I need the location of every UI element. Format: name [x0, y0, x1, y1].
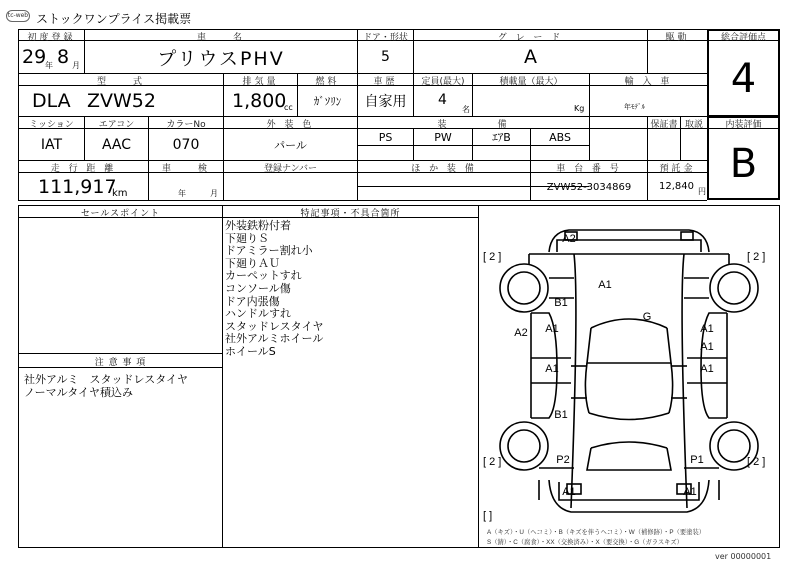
tire-brackets — [483, 251, 765, 522]
note-item: カーペットすれ — [225, 269, 302, 283]
note-item: 社外アルミホイール — [225, 332, 324, 346]
tire-bracket: [ ] — [483, 510, 493, 522]
label-inspection: 車 検 — [161, 164, 210, 174]
label-warranty: 保証書 — [650, 120, 678, 130]
capacity: 4 — [438, 92, 447, 108]
overall-score: 4 — [730, 55, 757, 102]
page-title: ストックワンプライス掲載票 — [36, 12, 192, 26]
label-import: 輸 入 車 — [624, 77, 673, 87]
label-equipment: 装 備 — [437, 120, 510, 130]
registration-month: 8 — [57, 46, 70, 68]
note-item: コンソール傷 — [225, 281, 291, 295]
label-capacity: 定員(最大) — [421, 77, 465, 87]
label-fuel: 燃料 — [315, 77, 340, 87]
label-interior-score: 内装評価 — [725, 120, 762, 130]
version-label: ver 00000001 — [715, 552, 772, 561]
exterior-color: パール — [274, 138, 307, 152]
capacity-unit: 名 — [462, 105, 470, 114]
aircon: AAC — [101, 136, 132, 153]
km-unit: km — [112, 188, 128, 199]
label-chassis: 車 台 番 号 — [556, 164, 622, 174]
chassis-number: ZVW52-3034869 — [546, 181, 632, 193]
mission: IAT — [40, 136, 63, 153]
sales-point-heading: セールスポイント — [80, 209, 161, 219]
label-displacement: 排気量 — [242, 77, 279, 87]
model-code: ZVW52 — [87, 90, 156, 112]
fuel-type: ｶﾞｿﾘﾝ — [313, 95, 342, 108]
notes-list — [225, 220, 323, 359]
yen-unit: 円 — [698, 187, 706, 196]
cc-unit: cc — [284, 103, 293, 112]
notes-heading: 特記事項・不具合箇所 — [300, 209, 401, 219]
label-grade: グ レ ー ド — [497, 33, 564, 43]
note-item: 下廻りＳ — [225, 231, 269, 245]
mark-left-front-door: A1 — [545, 323, 559, 335]
caution-item: ノーマルタイヤ積込み — [24, 385, 134, 399]
car-damage-diagram — [479, 218, 779, 548]
interior-score: B — [729, 141, 758, 187]
label-load: 積載量（最大） — [499, 77, 563, 87]
door-count: 5 — [381, 49, 390, 65]
note-item: ホイールS — [225, 344, 276, 358]
displacement: 1,800 — [232, 90, 287, 112]
label-mission: ミッション — [29, 120, 74, 130]
caution-list — [24, 374, 188, 399]
mark-left-rear-door: A1 — [545, 363, 559, 375]
inspection-year-unit: 年 — [178, 189, 186, 198]
mark-right-front-door: A1 — [700, 323, 714, 335]
mark-left-sill: A2 — [514, 327, 528, 339]
usage-history: 自家用 — [364, 94, 407, 110]
mark-hood: A1 — [598, 279, 612, 291]
equipment-item: ｴｱB — [492, 131, 511, 144]
damage-legend — [487, 527, 705, 546]
mark-rear-bumper-left: A1 — [562, 486, 576, 498]
label-recycle: 預託金 — [659, 164, 696, 174]
registration-year: 29 — [22, 46, 47, 68]
tire-bracket: [ 2 ] — [747, 251, 766, 263]
tire-bracket: [ 2 ] — [483, 251, 502, 263]
mark-rear-right: P1 — [690, 454, 704, 466]
label-color: 外 装 色 — [266, 120, 315, 130]
label-doors: ドア・形状 — [363, 33, 408, 43]
tire-bracket: [ 2 ] — [483, 456, 502, 468]
car-name: プリウスPHV — [157, 47, 285, 70]
mark-left-quarter: B1 — [554, 409, 568, 421]
legend-line: A（キズ）・U（ヘコミ）・B（キズを伴うヘコミ）・W（補修跡）・P（要塗装） — [487, 529, 706, 536]
legend-line: S（錆）・C（腐食）・XX（交換済み）・X（要交換）・G（ガラスキズ） — [487, 539, 683, 546]
label-aircon: エアコン — [98, 120, 135, 130]
label-drive: 駆動 — [665, 33, 690, 43]
label-plate: 登録ナンバー — [264, 164, 317, 174]
label-model: 型 式 — [96, 77, 145, 87]
note-item: ハンドルすれ — [225, 307, 291, 321]
equipment-item: PS — [378, 130, 393, 144]
note-item: ドア内張傷 — [225, 294, 280, 308]
model-year-unit: 年ﾓﾃﾞﾙ — [624, 103, 645, 111]
caution-heading: 注 意 事 項 — [94, 358, 147, 368]
label-first-registration: 初度登録 — [27, 33, 76, 43]
logo: tc-web — [6, 10, 30, 22]
label-other-equipment: ほ か 装 備 — [411, 164, 477, 174]
label-manual: 取説 — [684, 120, 703, 130]
load-unit: Kg — [574, 104, 585, 113]
color-number: 070 — [172, 136, 200, 153]
model-prefix: DLA — [32, 90, 71, 112]
tire-bracket: [ 2 ] — [747, 456, 766, 468]
car-outline — [500, 230, 758, 512]
mark-rear-left: P2 — [556, 454, 570, 466]
note-item: スタッドレスタイヤ — [225, 319, 324, 333]
mark-right-rear-door: A1 — [700, 341, 714, 353]
equipment-item: ABS — [549, 130, 571, 144]
label-mileage: 走 行 距 離 — [50, 164, 117, 174]
recycle-deposit: 12,840 — [659, 181, 694, 192]
mark-rear-bumper-right: A1 — [683, 486, 697, 498]
year-unit: 年 — [45, 61, 53, 70]
mileage: 111,917 — [38, 176, 117, 198]
note-item: 下廻りＡＵ — [225, 256, 280, 270]
inspection-month-unit: 月 — [210, 189, 218, 198]
label-history: 車歴 — [373, 77, 398, 87]
equipment-item: PW — [434, 130, 452, 144]
month-unit: 月 — [72, 61, 80, 70]
note-item: 外装鉄粉付着 — [225, 219, 291, 232]
mark-left-fender: B1 — [554, 297, 568, 309]
grade: A — [524, 46, 537, 68]
label-overall-score: 総合評価点 — [720, 33, 766, 43]
mark-right-rear-lower: A1 — [700, 363, 714, 375]
label-color-no: カラーNo — [166, 120, 206, 130]
caution-item: 社外アルミ スタッドレスタイヤ — [24, 373, 189, 386]
label-car-name: 車 名 — [196, 33, 245, 43]
mark-front-bumper: A2 — [562, 233, 576, 245]
note-item: ドアミラー割れ小 — [225, 244, 313, 258]
mark-roof: G — [642, 311, 652, 323]
